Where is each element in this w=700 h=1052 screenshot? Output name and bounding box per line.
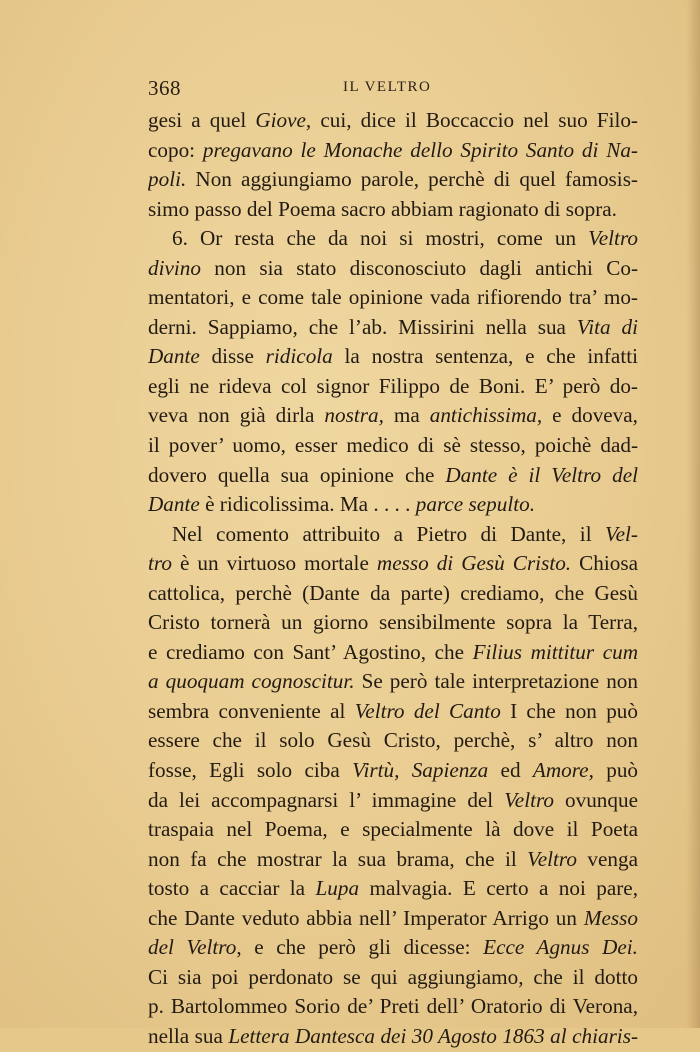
italic-text: tro <box>148 551 172 576</box>
text-line <box>148 490 638 520</box>
text-line <box>148 815 638 845</box>
text-segment: la nostra sentenza, e che infatti <box>332 344 638 369</box>
text-line <box>148 697 638 727</box>
text-line <box>148 520 638 550</box>
page-header <box>148 76 638 100</box>
text-segment: cui, dice il Boccaccio nel suo Filo- <box>311 108 638 132</box>
italic-text: a quoquam cognoscitur. <box>148 669 355 694</box>
text-line <box>148 431 638 461</box>
italic-text: Filius mittitur cum <box>472 639 638 664</box>
text-segment: mentatori, e come tale opinione vada rifiorendo tra’ mo- <box>148 285 638 310</box>
text-line <box>148 726 638 756</box>
text-segment: derni. Sappiamo, che l’ab. Missirini nella sua <box>148 314 577 339</box>
text-segment: ovunque <box>554 787 638 812</box>
italic-text: Veltro del Canto <box>354 698 501 723</box>
body-text <box>148 106 638 1052</box>
text-segment: disse <box>199 344 266 369</box>
text-segment: ed <box>488 758 533 783</box>
running-title: IL VELTRO <box>343 79 432 95</box>
text-segment: Nel comento attribuito a Pietro di Dante, il <box>172 521 606 546</box>
text-line <box>148 608 638 638</box>
italic-text: Giove, <box>255 108 312 132</box>
text-segment: da lei accompagnarsi l’ immagine del <box>148 787 505 812</box>
text-line <box>148 254 638 284</box>
text-line <box>148 136 638 166</box>
text-segment: e doveva, <box>542 403 638 428</box>
italic-text: del Veltro <box>148 935 237 960</box>
italic-text: messo di Gesù Cristo. <box>376 551 572 576</box>
italic-text: pregavano le Monache dello Spirito Santo di Na- <box>202 137 638 162</box>
text-segment: sembra conveniente al <box>148 698 355 723</box>
italic-text: Amore, <box>532 758 594 783</box>
text-line <box>148 106 638 136</box>
italic-text: nostra, <box>324 403 384 428</box>
text-line <box>148 401 638 431</box>
italic-text: parce sepulto. <box>415 492 536 517</box>
text-line <box>148 667 638 697</box>
text-segment: veva non già dirla <box>148 403 325 428</box>
text-segment: essere che il solo Gesù Cristo, perchè, s’ altro non <box>148 728 638 753</box>
text-line <box>148 165 638 195</box>
text-segment: Chiosa <box>571 551 638 576</box>
text-line <box>148 372 638 402</box>
text-line <box>148 224 638 254</box>
italic-text: Vel- <box>605 521 638 546</box>
text-line <box>148 1022 638 1052</box>
text-segment: 6. Or resta che da noi si mostri, come un <box>172 226 589 251</box>
text-segment: Cristo tornerà un giorno sensibilmente sopra la Terra, <box>148 610 638 635</box>
text-segment: gesi a quel <box>148 108 256 132</box>
text-line <box>148 786 638 816</box>
text-segment: e crediamo con Sant’ Agostino, che <box>148 639 473 664</box>
text-segment: malvagia. E certo a noi pare, <box>359 876 638 901</box>
text-line <box>148 283 638 313</box>
text-line <box>148 638 638 668</box>
text-segment: può <box>593 758 638 783</box>
italic-text: Dante <box>148 492 200 517</box>
text-segment: fosse, Egli solo ciba <box>148 758 353 783</box>
text-segment: I che non può <box>500 698 638 723</box>
text-segment: dovero quella sua opinione che <box>148 462 446 487</box>
text-segment: simo passo del Poema sacro abbiam ragionato di sopra. <box>148 196 617 221</box>
text-segment: copo: <box>148 137 203 162</box>
italic-text: Veltro <box>588 226 638 251</box>
italic-text: antichissima, <box>429 403 543 428</box>
text-line <box>148 992 638 1022</box>
text-segment: traspaia nel Poema, e specialmente là dove il Poeta <box>148 817 638 842</box>
text-line <box>148 461 638 491</box>
text-segment: egli ne rideva col signor Filippo de Boni. E’ però do- <box>148 373 638 398</box>
italic-text: Vita di <box>576 314 638 339</box>
text-segment: che Dante veduto abbia nell’ Imperator Arrigo un <box>148 905 584 930</box>
italic-text: Ecce Agnus Dei. <box>483 935 638 960</box>
text-line <box>148 756 638 786</box>
italic-text: Dante <box>148 344 200 369</box>
text-segment: Non aggiungiamo parole, perchè di quel famosis- <box>186 167 638 192</box>
text-segment: il pover’ uomo, esser medico di sè stesso, poichè dad- <box>148 433 638 458</box>
italic-text: Lettera Dantesca dei 30 Agosto 1863 al chiaris- <box>228 1023 638 1048</box>
text-segment: , e che però gli dicesse: <box>236 935 484 960</box>
text-segment: venga <box>576 846 638 871</box>
text-line <box>148 963 638 993</box>
page-gutter-shadow <box>686 0 700 1028</box>
text-segment: tosto a cacciar la <box>148 876 316 901</box>
text-line <box>148 342 638 372</box>
text-line <box>148 904 638 934</box>
italic-text: Virtù, Sapienza <box>352 758 489 783</box>
text-segment: ma <box>383 403 430 428</box>
text-segment: non sia stato disconosciuto dagli antichi Co- <box>200 255 638 280</box>
text-line <box>148 195 638 225</box>
text-segment: Ci sia poi perdonato se qui aggiungiamo, che il dotto <box>148 964 638 989</box>
italic-text: Lupa <box>315 876 360 901</box>
italic-text: Messo <box>583 905 638 930</box>
italic-text: poli. <box>148 167 187 192</box>
italic-text: Veltro <box>527 846 577 871</box>
text-segment: nella sua <box>148 1023 229 1048</box>
italic-text: divino <box>148 255 201 280</box>
text-segment: Se però tale interpretazione non <box>354 669 638 694</box>
text-segment: è ridicolissima. Ma . . . . <box>199 492 416 517</box>
text-segment: non fa che mostrar la sua brama, che il <box>148 846 528 871</box>
italic-text: Veltro <box>504 787 555 812</box>
italic-text: Dante è il Veltro del <box>445 462 638 487</box>
text-line <box>148 313 638 343</box>
text-segment: cattolica, perchè (Dante da parte) crediamo, che Gesù <box>148 580 638 605</box>
text-line <box>148 933 638 963</box>
text-line <box>148 874 638 904</box>
italic-text: ridicola <box>265 344 333 369</box>
text-line <box>148 549 638 579</box>
text-line <box>148 845 638 875</box>
text-segment: è un virtuoso mortale <box>171 551 377 576</box>
text-segment: p. Bartolommeo Sorio de’ Preti dell’ Oratorio di Verona, <box>148 994 638 1019</box>
page-number: 368 <box>148 76 181 100</box>
text-line <box>148 579 638 609</box>
